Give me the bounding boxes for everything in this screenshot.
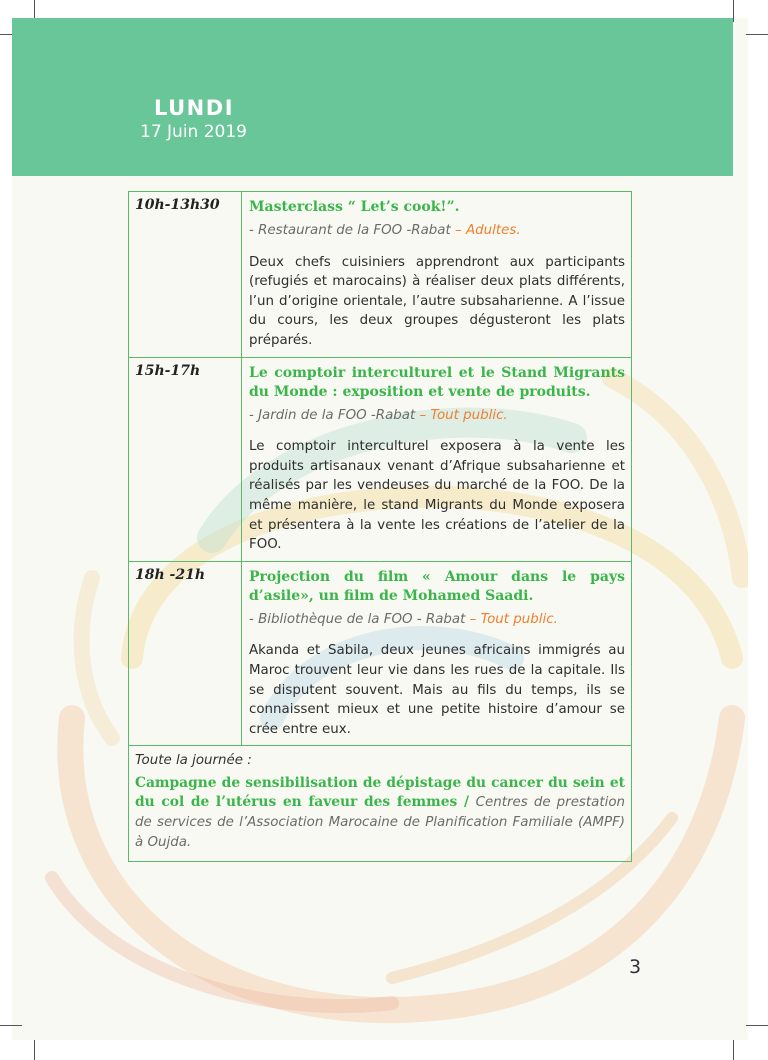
event-venue-line [249,406,625,426]
event-title: Masterclass “ Let’s cook!”. [249,199,460,215]
event-description: Le comptoir interculturel exposera à la vente les produits artisanaux venant d’Afrique subsaharienne et réalisés par les vendeuses du marché de la FOO. De la même manière, le stand Migrants du Monde exposera et présentera à la vente les créations de l’atelier de la FOO. [249,439,625,553]
event-audience: – Tout public. [419,407,508,423]
crop-mark [746,1025,768,1026]
crop-mark [746,34,768,35]
event-time: 10h-13h30 [129,192,242,358]
event-venue: - Restaurant de la FOO -Rabat [249,223,456,238]
all-day-row [129,746,632,862]
event-time: 18h -21h [129,561,242,746]
event-title: Projection du film « Amour dans le pays d’asile», un film de Mohamed Saadi. [249,568,625,604]
all-day-label: Toute la journée : [135,753,252,769]
event-venue: - Bibliothèque de la FOO - Rabat [249,611,470,627]
event-description: Akanda et Sabila, deux jeunes africains immigrés au Maroc trouvent leur vie dans les rues de la capitale. Ils se disputent souvent. Mais au fils du temps, ils se connaissent mieux et une petite histoire d’amour se crée entre eux. [249,643,625,737]
all-day-body [135,774,625,852]
crop-mark [733,0,734,22]
event-details [242,561,632,746]
schedule-row [129,192,632,358]
event-time: 15h-17h [129,357,242,561]
event-audience: – Adultes. [455,223,521,238]
header-banner [12,18,733,176]
event-title: Le comptoir interculturel et le Stand Migrants du Monde : exposition et vente de produits. [249,364,625,400]
crop-mark [0,1025,22,1026]
schedule-row [129,561,632,746]
event-venue-line [249,610,625,630]
event-description: Deux chefs cuisiniers apprendront aux participants (refugiés et marocains) à réaliser deux plats différents, l’un d’origine orientale, l’autre subsaharienne. A l’issue du cours, les deux groupes dégusteront les plats préparés. [249,254,625,348]
event-venue: - Jardin de la FOO -Rabat [249,407,420,423]
all-day-cell [129,746,632,862]
crop-mark [733,1040,734,1060]
schedule-row [129,357,632,561]
event-venue-line [249,221,625,241]
day-heading: LUNDI [154,96,235,120]
all-day-venue: Centres de prestation de services de l’Association Marocaine de Planification Familiale (AMPF) à Oujda. [135,795,626,850]
event-audience: – Tout public. [469,611,558,627]
event-details [242,192,632,358]
crop-mark [34,1040,35,1060]
page-number: 3 [629,956,642,978]
date-heading: 17 Juin 2019 [140,122,247,142]
event-details [242,357,632,561]
schedule-table [128,191,632,862]
all-day-title: Campagne de sensibilisation de dépistage du cancer du sein et du col de l’utérus en faveur des femmes / [135,774,625,811]
